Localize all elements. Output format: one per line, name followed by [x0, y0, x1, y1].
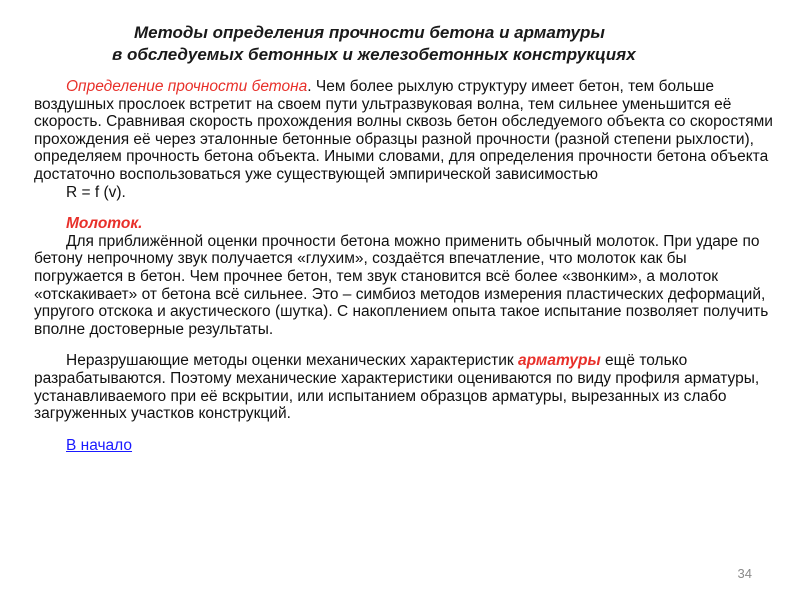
- title-line-2: в обследуемых бетонных и железобетонных конструкциях: [112, 45, 636, 64]
- spacer: [34, 423, 774, 437]
- title-line-1: Методы определения прочности бетона и арматуры: [134, 23, 605, 42]
- spacer: [34, 338, 774, 352]
- concrete-strength-paragraph: [34, 78, 774, 184]
- back-to-start-link[interactable]: В начало: [66, 436, 133, 454]
- link-row: [34, 437, 774, 455]
- rebar-text-after: ещё только разрабатываются. Поэтому механические характеристики оцениваются по виду профиля арматуры, устанавливаемого при её вскрытии, или испытанием образцов арматуры, вырезанных из слабо загруженных участков конструкций.: [34, 352, 760, 423]
- hammer-text: Для приближённой оценки прочности бетона можно применить обычный молоток. При ударе по бетону непрочному звук получается «глухим», создаётся впечатление, что молоток как бы погружается в бетон. Чем прочнее бетон, тем звук становится всё более «звонким», а молоток «отскакивает» от бетона всё сильнее. Это – симбиоз методов измерения пластических деформаций, упругого отскока и акустического (шутка). С накоплением опыта такое испытание позволяет получить вполне достоверные результаты.: [34, 232, 769, 338]
- slide-title: [90, 22, 750, 66]
- rebar-highlight: арматуры: [518, 352, 601, 370]
- hammer-heading: Молоток.: [66, 215, 143, 233]
- rebar-text-before: Неразрушающие методы оценки механических характеристик: [66, 352, 519, 370]
- hammer-paragraph: [34, 233, 774, 339]
- slide-body: [34, 78, 774, 454]
- page-number: 34: [737, 566, 752, 581]
- concrete-strength-text: . Чем более рыхлую структуру имеет бетон, тем больше воздушных прослоек встретит на своем пути ультразвуковая волна, тем сильнее уменьшится её скорость. Сравнивая скорость прохождения волны сквозь бетон обследуемого объекта со скоростями прохождения её через эталонные бетонные образцы разной прочности (разной степени рыхлости), определяем прочность бетона объекта. Иными словами, для определения прочности бетона объекта достаточно воспользоваться уже существующей эмпирической зависимостью: [34, 78, 773, 183]
- spacer: [34, 201, 774, 215]
- concrete-strength-heading: Определение прочности бетона: [66, 78, 308, 95]
- rebar-paragraph: [34, 352, 774, 422]
- formula: R = f (v).: [66, 183, 126, 201]
